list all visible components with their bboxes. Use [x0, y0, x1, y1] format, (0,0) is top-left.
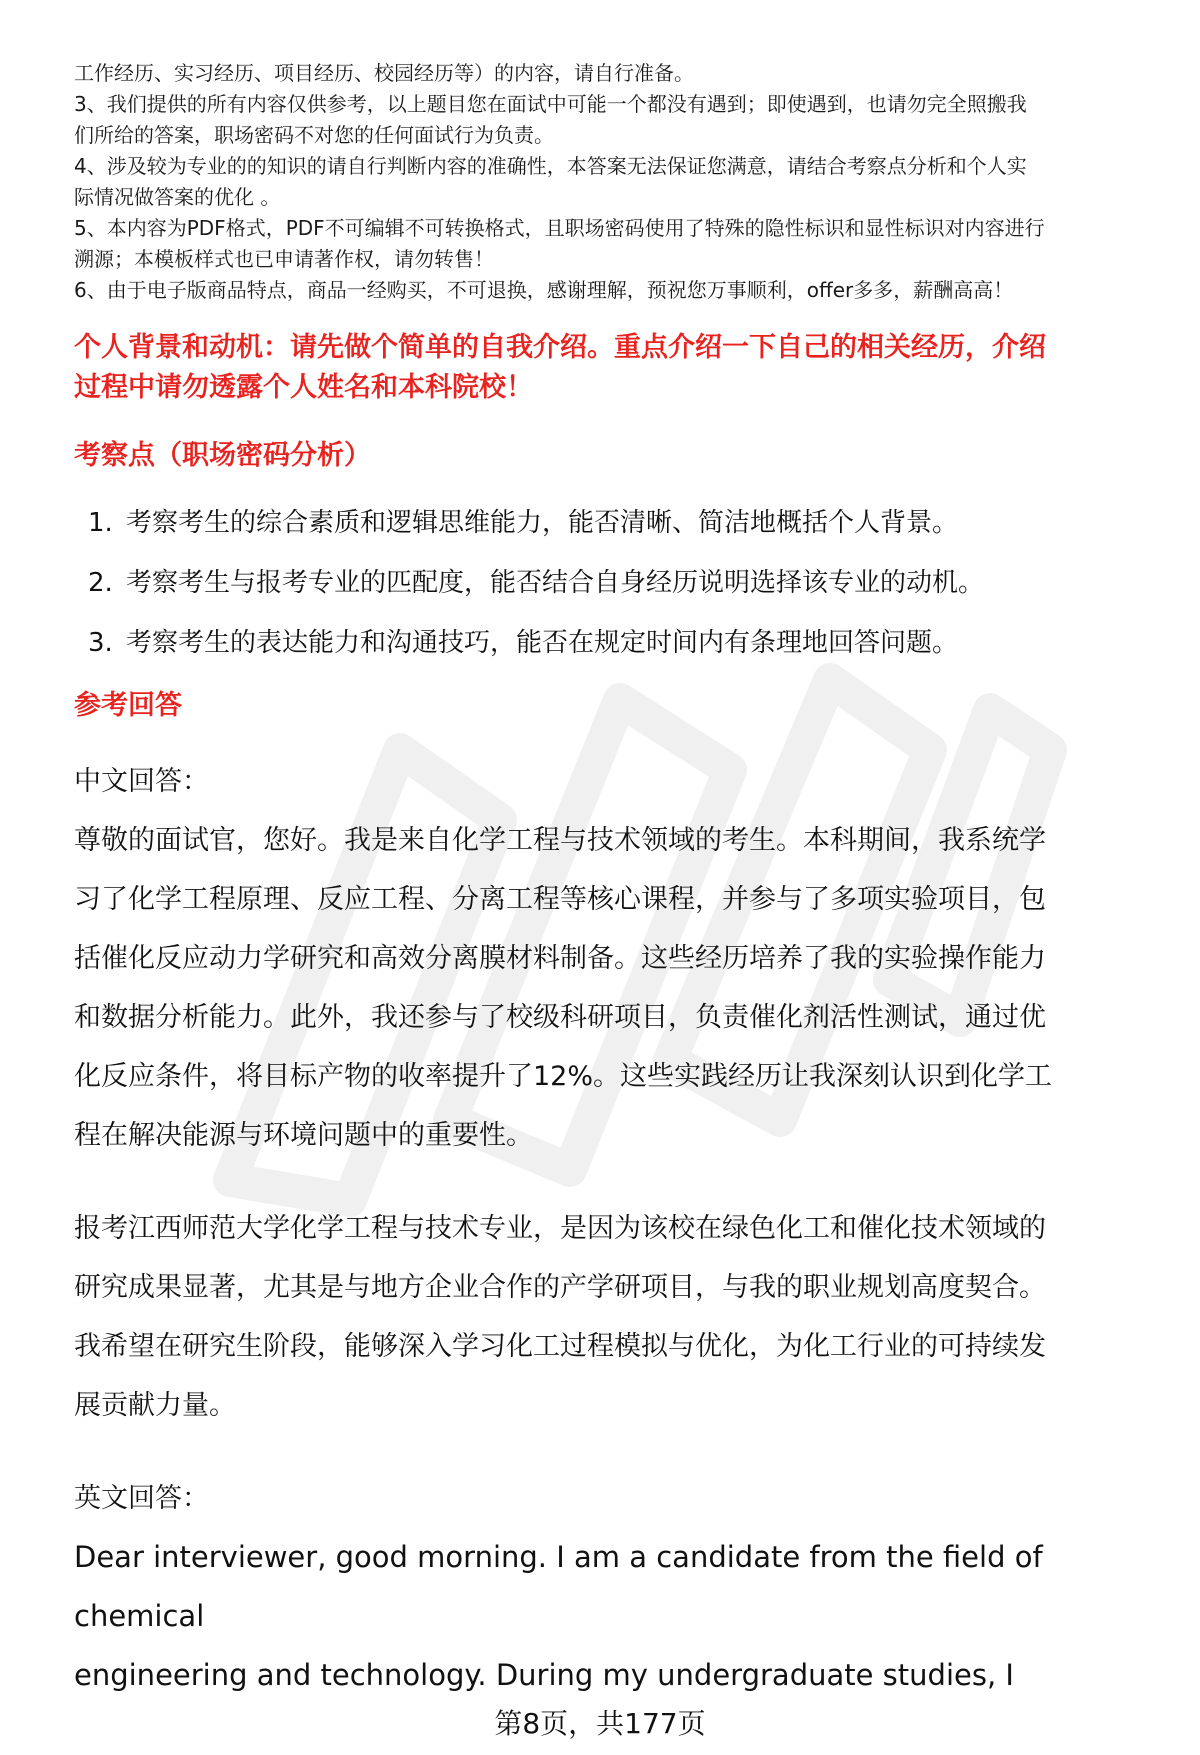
answer-line: 研究成果显著，尤其是与地方企业合作的产学研项目，与我的职业规划高度契合。: [74, 1272, 1046, 1303]
answer-line: 我希望在研究生阶段，能够深入学习化工过程模拟与优化，为化工行业的可持续发: [74, 1331, 1046, 1362]
answer-line: 程在解决能源与环境问题中的重要性。: [74, 1120, 533, 1151]
answer-line: 尊敬的面试官，您好。我是来自化学工程与技术领域的考生。本科期间，我系统学: [74, 825, 1046, 856]
chinese-paragraph-1: [74, 811, 1154, 1165]
english-line: Dear interviewer, good morning. I am a candidate from the field of chemical: [74, 1540, 1043, 1633]
point-text: 考察考生的综合素质和逻辑思维能力，能否清晰、简洁地概括个人背景。: [126, 508, 959, 538]
points-title: 考察点（职场密码分析）: [74, 440, 371, 471]
question-heading: [74, 328, 1154, 408]
point-number: 1.: [88, 508, 113, 538]
note-line: 5、本内容为PDF格式，PDF不可编辑不可转换格式，且职场密码使用了特殊的隐性标识和显性标识对内容进行: [74, 216, 1045, 240]
note-line: 际情况做答案的优化 。: [74, 185, 281, 209]
note-line: 6、由于电子版商品特点，商品一经购买，不可退换，感谢理解，预祝您万事顺利，offer多多，薪酬高高！: [74, 278, 1014, 302]
point-text: 考察考生与报考专业的匹配度，能否结合自身经历说明选择该专业的动机。: [126, 568, 985, 598]
english-answer-label: 英文回答：: [74, 1483, 209, 1514]
point-number: 2.: [88, 568, 113, 598]
points-list: [74, 504, 1154, 662]
reference-title: 参考回答: [74, 690, 182, 721]
note-line: 4、涉及较为专业的的知识的请自行判断内容的准确性，本答案无法保证您满意，请结合考察点分析和个人实: [74, 154, 1027, 178]
english-paragraph: [74, 1528, 1154, 1705]
answer-line: 习了化学工程原理、反应工程、分离工程等核心课程，并参与了多项实验项目，包: [74, 884, 1046, 915]
page-number-footer: 第8页，共177页: [494, 1707, 706, 1740]
answer-line: 化反应条件，将目标产物的收率提升了12%。这些实践经历让我深刻认识到化学工: [74, 1061, 1053, 1092]
notes-block: [74, 58, 1154, 306]
answer-line: 括催化反应动力学研究和高效分离膜材料制备。这些经历培养了我的实验操作能力: [74, 943, 1046, 974]
question-line: 过程中请勿透露个人姓名和本科院校！: [74, 372, 533, 403]
note-line: 工作经历、实习经历、项目经历、校园经历等）的内容，请自行准备。: [74, 61, 694, 85]
point-text: 考察考生的表达能力和沟通技巧，能否在规定时间内有条理地回答问题。: [126, 628, 959, 658]
point-item: [88, 564, 1154, 602]
answer-line: 和数据分析能力。此外，我还参与了校级科研项目，负责催化剂活性测试，通过优: [74, 1002, 1046, 1033]
answer-line: 报考江西师范大学化学工程与技术专业，是因为该校在绿色化工和催化技术领域的: [74, 1213, 1046, 1244]
answer-line: 展贡献力量。: [74, 1390, 236, 1421]
note-line: 们所给的答案，职场密码不对您的任何面试行为负责。: [74, 123, 554, 147]
english-line: engineering and technology. During my undergraduate studies, I: [74, 1658, 1014, 1692]
page-content: [74, 58, 1154, 1705]
point-item: [88, 504, 1154, 542]
note-line: 溯源；本模板样式也已申请著作权，请勿转售！: [74, 247, 494, 271]
point-number: 3.: [88, 628, 113, 658]
point-item: [88, 624, 1154, 662]
chinese-answer-label: 中文回答：: [74, 766, 209, 797]
question-line: 个人背景和动机：请先做个简单的自我介绍。重点介绍一下自己的相关经历，介绍: [74, 332, 1046, 363]
note-line: 3、我们提供的所有内容仅供参考，以上题目您在面试中可能一个都没有遇到；即使遇到，也请勿完全照搬我: [74, 92, 1027, 116]
chinese-paragraph-2: [74, 1199, 1154, 1435]
